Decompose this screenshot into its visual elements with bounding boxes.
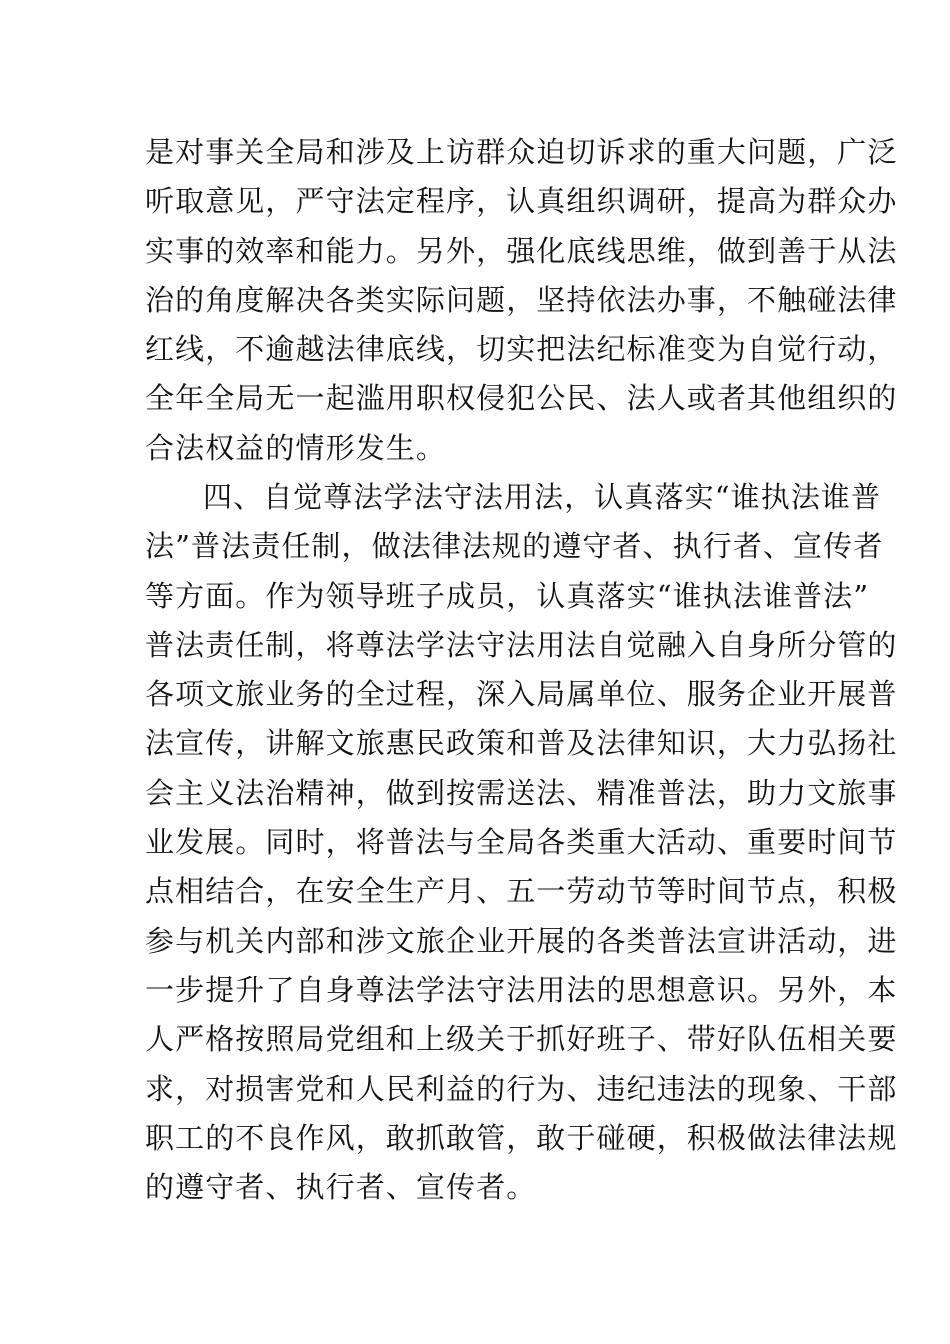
paragraph-heading-line: 四、自觉尊法学法守法用法，认真落实“谁执法谁普 <box>203 480 882 514</box>
paragraph-section-four <box>145 473 898 1212</box>
paragraph-line: 各项文旅业务的全过程，深入局属单位、服务企业开展普 <box>145 677 898 712</box>
paragraph-line: 法”普法责任制，做法律法规的遵守者、执行者、宣传者 <box>145 529 884 564</box>
paragraph-line: 等方面。作为领导班子成员，认真落实“谁执法谁普法” <box>145 578 870 613</box>
paragraph-line: 普法责任制，将尊法学法守法用法自觉融入自身所分管的 <box>145 627 898 662</box>
paragraph-line: 法宣传，讲解文旅惠民政策和普及法律知识，大力弘扬社 <box>145 726 898 761</box>
paragraph-line: 的遵守者、执行者、宣传者。 <box>145 1170 537 1205</box>
paragraph-line: 点相结合，在安全生产月、五一劳动节等时间节点，积极 <box>145 874 898 909</box>
paragraph-line: 人严格按照局党组和上级关于抓好班子、带好队伍相关要 <box>145 1022 898 1057</box>
paragraph-line: 职工的不良作风，敢抓敢管，敢于碰硬，积极做法律法规 <box>145 1120 898 1155</box>
paragraph-line: 是对事关全局和涉及上访群众迫切诉求的重大问题，广泛 <box>145 135 898 169</box>
paragraph-line: 红线，不逾越法律底线，切实把法纪标准变为自觉行动， <box>145 332 898 367</box>
paragraph-line: 治的角度解决各类实际问题，坚持依法办事，不触碰法律 <box>145 282 898 317</box>
paragraph-line: 参与机关内部和涉文旅企业开展的各类普法宣讲活动，进 <box>145 923 898 958</box>
paragraph-line: 一步提升了自身尊法学法守法用法的思想意识。另外，本 <box>145 972 898 1007</box>
paragraph-line: 合法权益的情形发生。 <box>145 430 447 465</box>
paragraph-line: 全年全局无一起滥用职权侵犯公民、法人或者其他组织的 <box>145 381 898 416</box>
paragraph-line: 业发展。同时，将普法与全局各类重大活动、重要时间节 <box>145 825 898 860</box>
paragraph-line: 求，对损害党和人民利益的行为、违纪违法的现象、干部 <box>145 1071 898 1106</box>
paragraph-line: 会主义法治精神，做到按需送法、精准普法，助力文旅事 <box>145 775 898 810</box>
paragraph-continuation <box>145 128 898 473</box>
paragraph-line: 听取意见，严守法定程序，认真组织调研，提高为群众办 <box>145 184 898 219</box>
paragraph-line: 实事的效率和能力。另外，强化底线思维，做到善于从法 <box>145 233 898 268</box>
